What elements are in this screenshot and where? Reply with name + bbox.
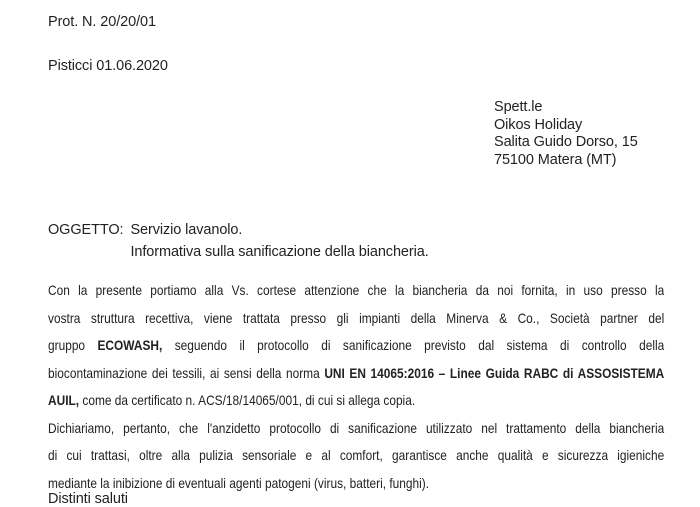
recipient-name: Oikos Holiday xyxy=(494,116,583,133)
subject-lines xyxy=(130,219,428,263)
body-bold-text: ECOWASH, xyxy=(97,337,163,353)
body-paragraph xyxy=(48,415,664,498)
body-paragraph xyxy=(48,277,664,415)
body-text-segment: come da certificato n. ACS/18/14065/001, di cui si allega copia. xyxy=(79,392,416,408)
body-text-segment: gruppo xyxy=(48,337,98,353)
body-text-segment: di cui trattasi, oltre alla pulizia sensoriale e al comfort, garantisce anche qualità e sicurezza igieniche xyxy=(48,447,665,463)
body-line xyxy=(48,360,664,388)
body-text-segment: vostra struttura recettiva, viene trattata presso gli impianti della Minerva & Co., Società partner del xyxy=(48,309,665,326)
body-text-segment: Dichiariamo, pertanto, che l'anzidetto protocollo di sanificazione utilizzato nel trattamento della biancheria xyxy=(48,419,665,436)
subject-label: OGGETTO: xyxy=(48,222,124,238)
recipient-street: Salita Guido Dorso, 15 xyxy=(494,134,638,150)
body-text-segment: mediante la inibizione di eventuali agenti patogeni (virus, batteri, funghi). xyxy=(48,474,430,491)
body-line xyxy=(48,387,664,415)
body-bold-text: AUIL, xyxy=(48,392,80,408)
subject-line-2: Informativa sulla sanificazione della biancheria. xyxy=(130,244,429,260)
recipient-block xyxy=(494,99,638,169)
body-text-segment: Con la presente portiamo alla Vs. cortese attenzione che la biancheria da noi fornita, in uso presso la xyxy=(48,282,665,298)
body-line xyxy=(48,442,664,470)
subject-line-1: Servizio lavanolo. xyxy=(130,222,243,238)
subject-block xyxy=(48,219,429,263)
protocol-number: Prot. N. 20/20/01 xyxy=(48,14,156,30)
body-line xyxy=(48,332,664,360)
recipient-salutation: Spett.le xyxy=(494,99,543,115)
body-line xyxy=(48,305,664,333)
recipient-city: 75100 Matera (MT) xyxy=(494,151,617,168)
closing-salutation: Distinti saluti xyxy=(48,491,128,507)
body-line xyxy=(48,415,664,443)
body-bold-text: UNI EN 14065:2016 – Linee Guida RABC di ASSOSISTEMA xyxy=(324,364,665,381)
place-date: Pisticci 01.06.2020 xyxy=(48,58,168,74)
letter-body xyxy=(48,277,664,497)
body-text-segment: seguendo il protocollo di sanificazione previsto dal sistema di controllo della xyxy=(162,337,665,353)
body-line xyxy=(48,277,664,305)
body-text-segment: biocontaminazione dei tessili, ai sensi della norma xyxy=(48,364,325,381)
body-line xyxy=(48,470,664,498)
